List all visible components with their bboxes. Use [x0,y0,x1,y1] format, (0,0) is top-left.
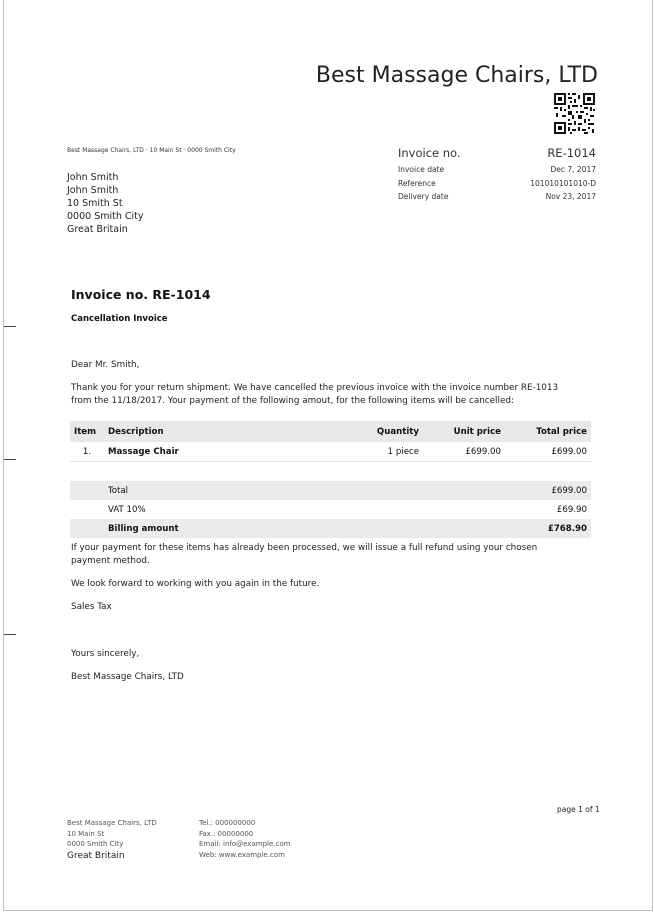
intro-paragraph: Thank you for your return shipment. We have cancelled the previous invoice with the invoice number RE-1013 from the 11/18/2017. Your payment of the following amout, for the following items will be cancelled: [71,383,559,406]
recipient-address [67,171,144,236]
meta-title-label: Invoice no. [398,146,461,160]
summary-billing-value: £768.90 [505,519,591,538]
signature: Best Massage Chairs, LTD [71,672,184,682]
meta-row-invoice-date [398,163,596,177]
footer-web: Web: www.example.com [199,850,285,859]
footer-contact [199,818,290,860]
footer-company: Best Massage Chairs, LTD [67,819,157,827]
recipient-street: 10 Smith St [67,198,123,209]
meta-row-delivery-date [398,190,596,204]
qr-code-icon [553,92,596,135]
recipient-contact: John Smith [67,185,119,196]
table-header-row [70,421,591,442]
recipient-city: 0000 Smith City [67,211,144,222]
col-item: Item [70,421,104,442]
summary-total-row [70,481,591,500]
summary-vat-label: VAT 10% [108,504,146,515]
invoice-heading: Invoice no. RE-1014 [71,287,211,302]
col-unit-price: Unit price [423,421,505,442]
cell-total-price: £699.00 [505,442,591,462]
invoice-meta [398,146,596,204]
meta-row-reference [398,177,596,191]
cell-quantity: 1 piece [335,442,423,462]
cell-description: Massage Chair [104,442,335,462]
footer-tel: Tel.: 000000000 [199,819,256,827]
cell-unit-price: £699.00 [423,442,505,462]
footer-email: Email: info@example.com [199,840,291,848]
invoice-subheading: Cancellation Invoice [71,314,168,324]
meta-title-value: RE-1014 [547,146,596,160]
footer-city: 0000 Smith City [67,840,124,848]
footer-country: Great Britain [67,850,125,861]
refund-note: If your payment for these items has already been processed, we will issue a full refund using your chosen payment method. [71,543,538,566]
summary-billing-label: Billing amount [104,519,505,538]
meta-value: Dec 7, 2017 [550,165,596,174]
sender-line: Best Massage Chairs, LTD · 10 Main St · 0000 Smith City [67,147,236,154]
fold-mark-top [4,326,16,327]
meta-label: Invoice date [398,165,445,174]
meta-label: Reference [398,178,436,188]
recipient-name: John Smith [67,172,119,183]
meta-value: 101010101010-D [530,178,596,188]
recipient-country: Great Britain [67,224,128,235]
page-number: page 1 of 1 [557,805,600,814]
cell-item: 1. [70,442,104,462]
fold-mark-bottom [4,634,16,635]
meta-label: Delivery date [398,192,449,201]
summary-billing-row [70,519,591,538]
company-name: Best Massage Chairs, LTD [315,63,598,88]
summary-total-value: £699.00 [505,481,591,500]
punch-mark [4,459,16,460]
salutation: Dear Mr. Smith, [71,360,140,370]
sign-off: Yours sincerely, [71,649,140,659]
items-table [70,421,591,538]
summary-vat-value: £69.90 [556,504,587,515]
meta-value: Nov 23, 2017 [545,192,596,201]
closing-note: We look forward to working with you again in the future. [71,579,320,589]
summary-total-label: Total [104,481,505,500]
col-description: Description [104,421,335,442]
summary-vat-row [70,500,591,519]
sales-tax-note: Sales Tax [71,602,112,612]
footer-address [67,818,157,861]
table-row [70,442,591,462]
footer-fax: Fax.: 00000000 [199,829,254,838]
footer-street: 10 Main St [67,829,105,838]
col-total-price: Total price [505,421,591,442]
col-quantity: Quantity [335,421,423,442]
